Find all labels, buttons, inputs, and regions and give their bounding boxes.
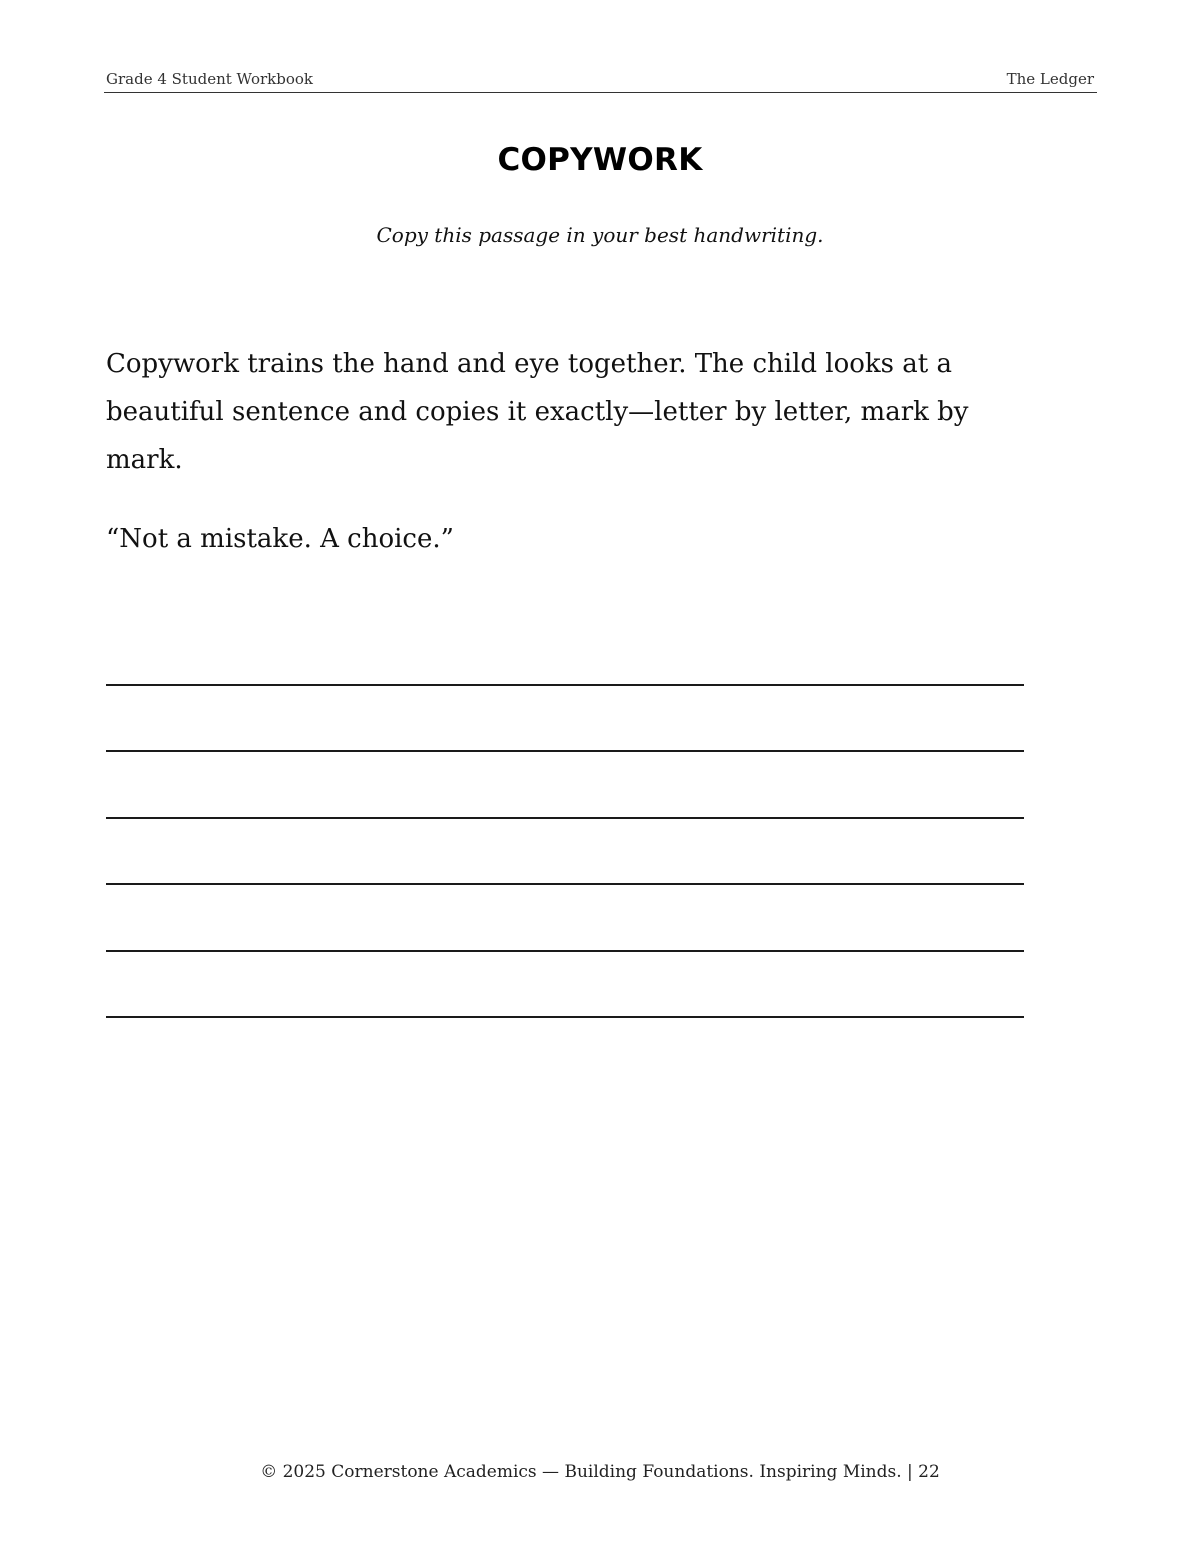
writing-line[interactable]: [106, 817, 1024, 819]
page-header: [104, 68, 1097, 93]
quote-text: “Not a mistake. A choice.”: [106, 524, 454, 554]
writing-line[interactable]: [106, 1016, 1024, 1018]
instruction-text: Copy this passage in your best handwriting.: [376, 223, 824, 247]
writing-line[interactable]: [106, 950, 1024, 952]
page-footer: © 2025 Cornerstone Academics — Building Foundations. Inspiring Minds. | 22: [260, 1462, 940, 1482]
section-title: The Ledger: [1006, 70, 1094, 88]
writing-line[interactable]: [106, 883, 1024, 885]
workbook-title: Grade 4 Student Workbook: [106, 70, 313, 88]
copywork-passage: Copywork trains the hand and eye together. The child looks at a beautiful sentence and copies it exactly—letter by letter, mark by mark.: [106, 349, 969, 475]
writing-line[interactable]: [106, 750, 1024, 752]
writing-line[interactable]: [106, 684, 1024, 686]
page-title: COPYWORK: [497, 142, 703, 178]
